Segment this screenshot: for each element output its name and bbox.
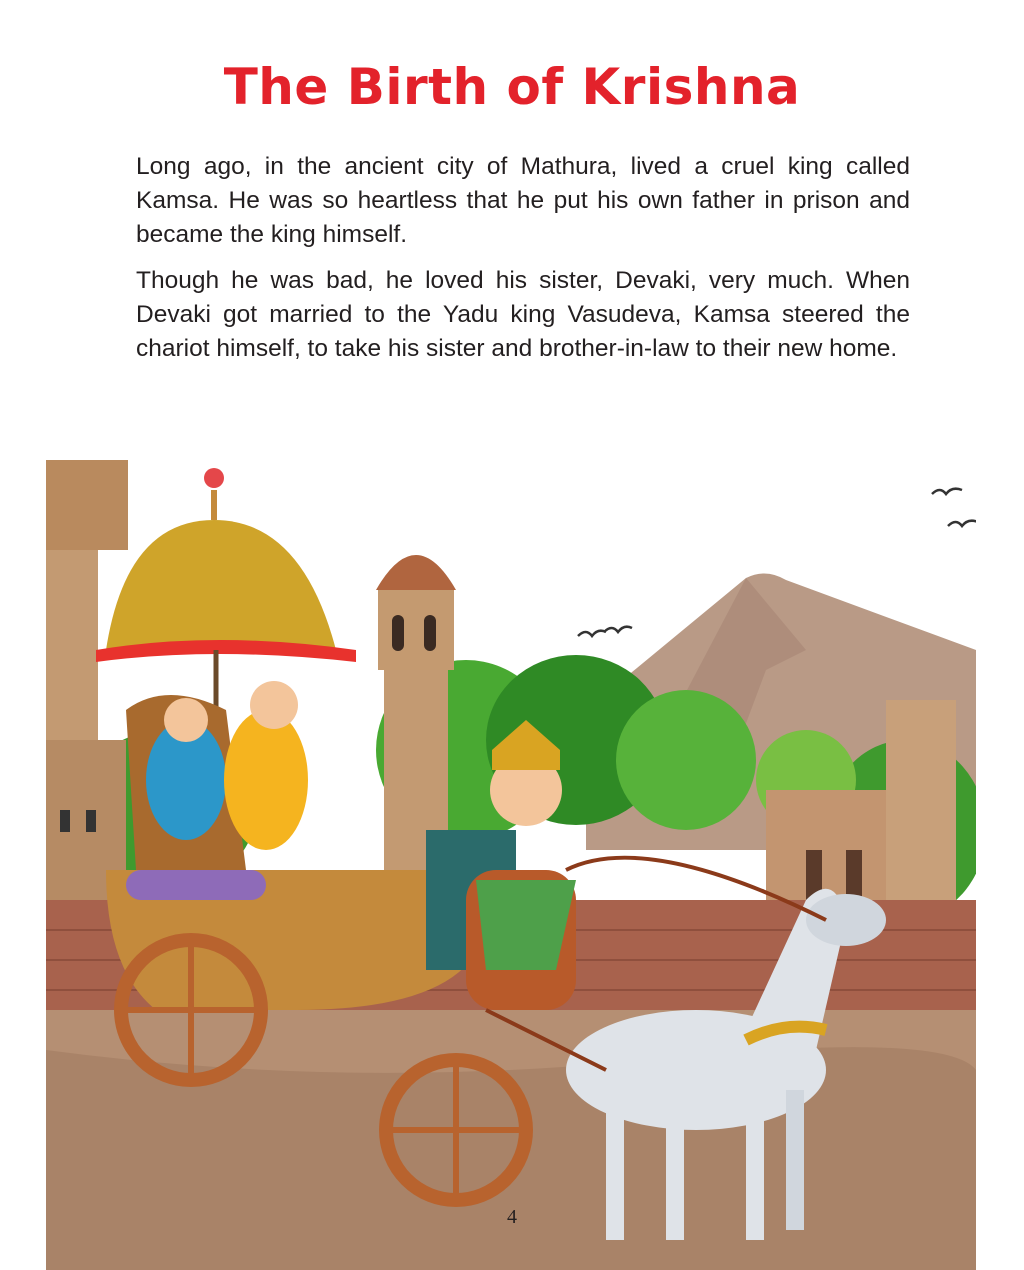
page-number: 4: [507, 1206, 517, 1228]
chariot-illustration: [46, 450, 976, 1270]
story-paragraph-2: Though he was bad, he loved his sister, Devaki, very much. When Devaki got married to the Yadu king Vasudeva, Kamsa steered the chariot himself, to take his sister and brother-in-law to their new home.: [136, 267, 910, 362]
page-title: The Birth of Krishna: [223, 58, 801, 116]
story-text: [136, 150, 910, 378]
story-paragraph-1: Long ago, in the ancient city of Mathura, lived a cruel king called Kamsa. He was so heartless that he put his own father in prison and became the king himself.: [136, 153, 910, 248]
